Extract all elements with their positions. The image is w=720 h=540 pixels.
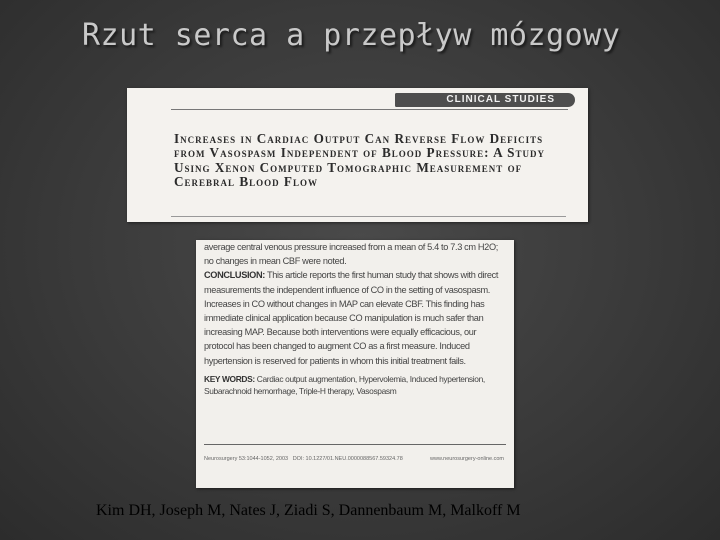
abstract-clipping (196, 240, 514, 488)
footer-citation (204, 456, 403, 462)
footer-url: www.neurosurgery-online.com (430, 456, 504, 462)
abstract-text (204, 240, 504, 398)
conclusion-text: This article reports the first human study that shows with direct measurements the independent influence of CO in the setting of vasospasm. Increases in CO without changes in MAP can elevate CBF. This finding has immediate clinical application because CO manipulation is much safer than increasing MAP. Because both interventions were equally efficacious, our protocol has been changed to augment CO as a first measure. Induced hypertension is reserved for patients in whom this initial treatment fails. (204, 270, 499, 366)
footer-doi: DOI: 10.1227/01.NEU.0000088567.59324.78 (292, 456, 403, 462)
keywords-label: KEY WORDS: (204, 373, 255, 384)
article-header-clipping (127, 88, 588, 222)
slide-title: Rzut serca a przepływ mózgowy (82, 18, 621, 53)
footer-citation-text: Neurosurgery 53:1044-1052, 2003 (204, 456, 289, 462)
results-tail: average central venous pressure increased from a mean of 5.4 to 7.3 cm H2O; no changes in mean CBF were noted. (204, 242, 498, 267)
section-label: CLINICAL STUDIES (446, 94, 555, 105)
title-rule (171, 216, 566, 217)
keywords-paragraph (204, 373, 504, 398)
authors-line: Kim DH, Joseph M, Nates J, Ziadi S, Dannenbaum M, Malkoff M (96, 502, 521, 519)
article-title: Increases in Cardiac Output Can Reverse Flow Deficits from Vasospasm Independent of Blood Pressure: A Study Using Xenon Computed Tomographic Measurement of Cerebral Blood Flow (174, 131, 545, 189)
footer-rule (204, 444, 506, 445)
conclusion-paragraph (204, 268, 504, 367)
banner-rule (171, 109, 568, 110)
conclusion-label: CONCLUSION: (204, 270, 265, 281)
keywords-text: Cardiac output augmentation, Hypervolemia, Induced hypertension, Subarachnoid hemorrhage, Triple-H therapy, Vasospasm (204, 373, 485, 397)
section-banner (395, 93, 575, 107)
